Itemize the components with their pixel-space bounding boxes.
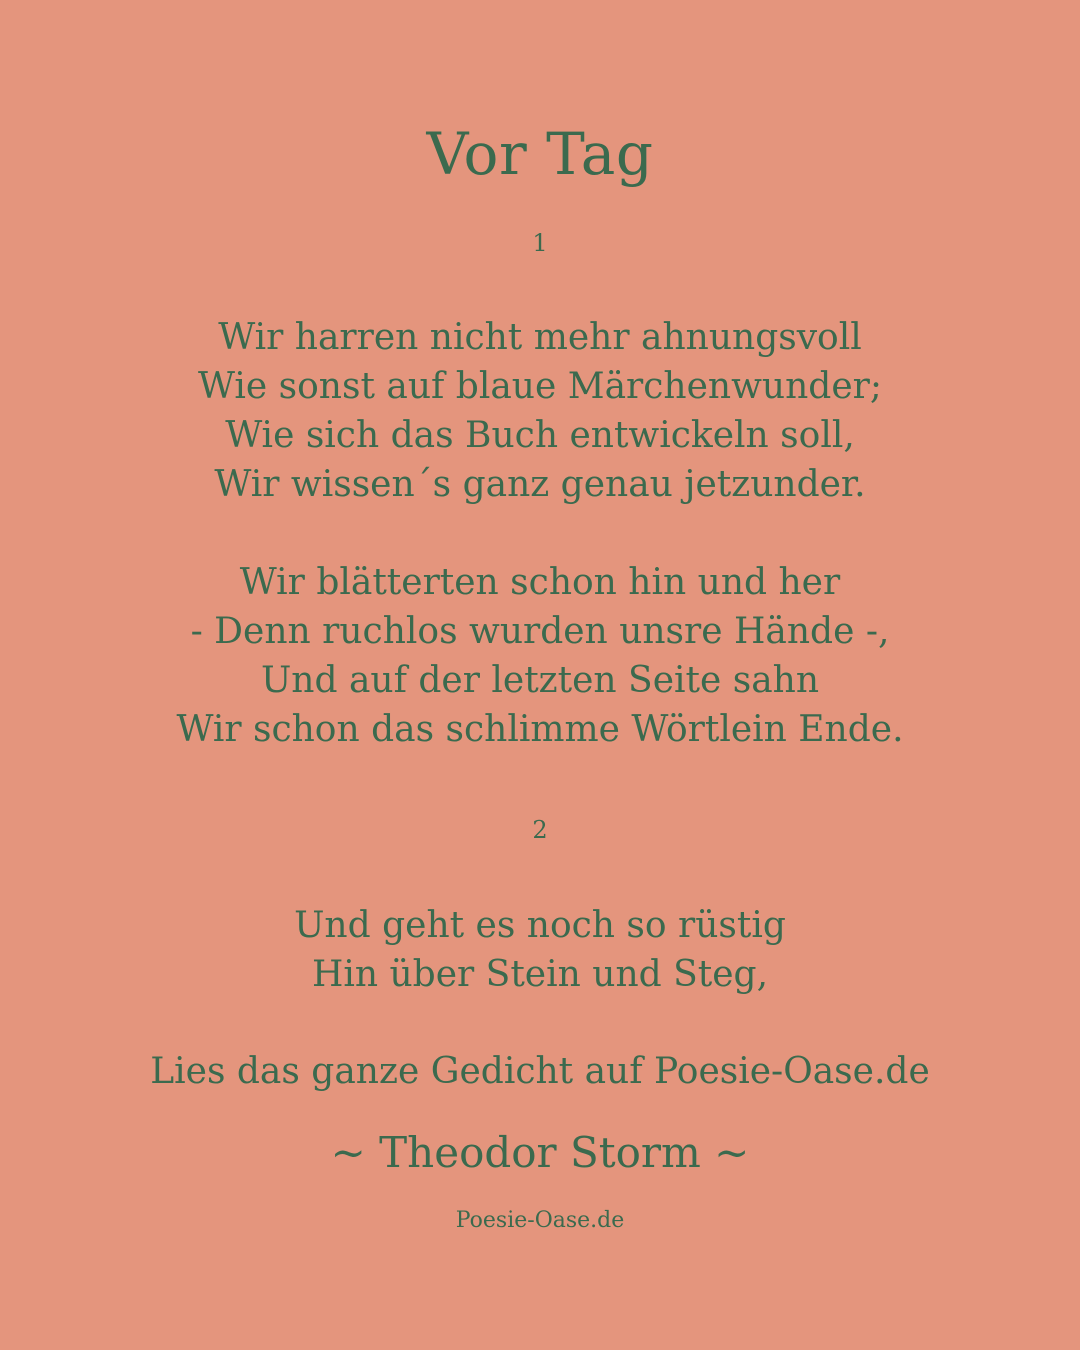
stanza [0,901,1080,999]
poem-title: Vor Tag [426,120,654,188]
verse-line: Wir harren nicht mehr ahnungsvoll [218,317,862,358]
section-number: 1 [532,229,548,257]
verse-line: Wir blätterten schon hin und her [239,562,841,603]
verse-line: Wie sich das Buch entwickeln soll, [225,415,855,456]
section-number: 2 [532,816,548,844]
verse-line: Wie sonst auf blaue Märchenwunder; [198,366,882,407]
verse-line: Hin über Stein und Steg, [311,954,769,995]
verse-line: - Denn ruchlos wurden unsre Hände -, [190,611,890,652]
verse-line: Wir wissen´s ganz genau jetzunder. [214,464,866,505]
stanza [0,558,1080,754]
read-more-text: Lies das ganze Gedicht auf Poesie-Oase.de [150,1051,930,1092]
site-credit: Poesie-Oase.de [455,1208,625,1233]
stanza [0,313,1080,509]
author-signature: ~ Theodor Storm ~ [330,1128,750,1177]
verse-line: Und geht es noch so rüstig [294,905,786,946]
verse-line: Und auf der letzten Seite sahn [260,660,820,701]
verse-line: Wir schon das schlimme Wörtlein Ende. [176,709,904,750]
